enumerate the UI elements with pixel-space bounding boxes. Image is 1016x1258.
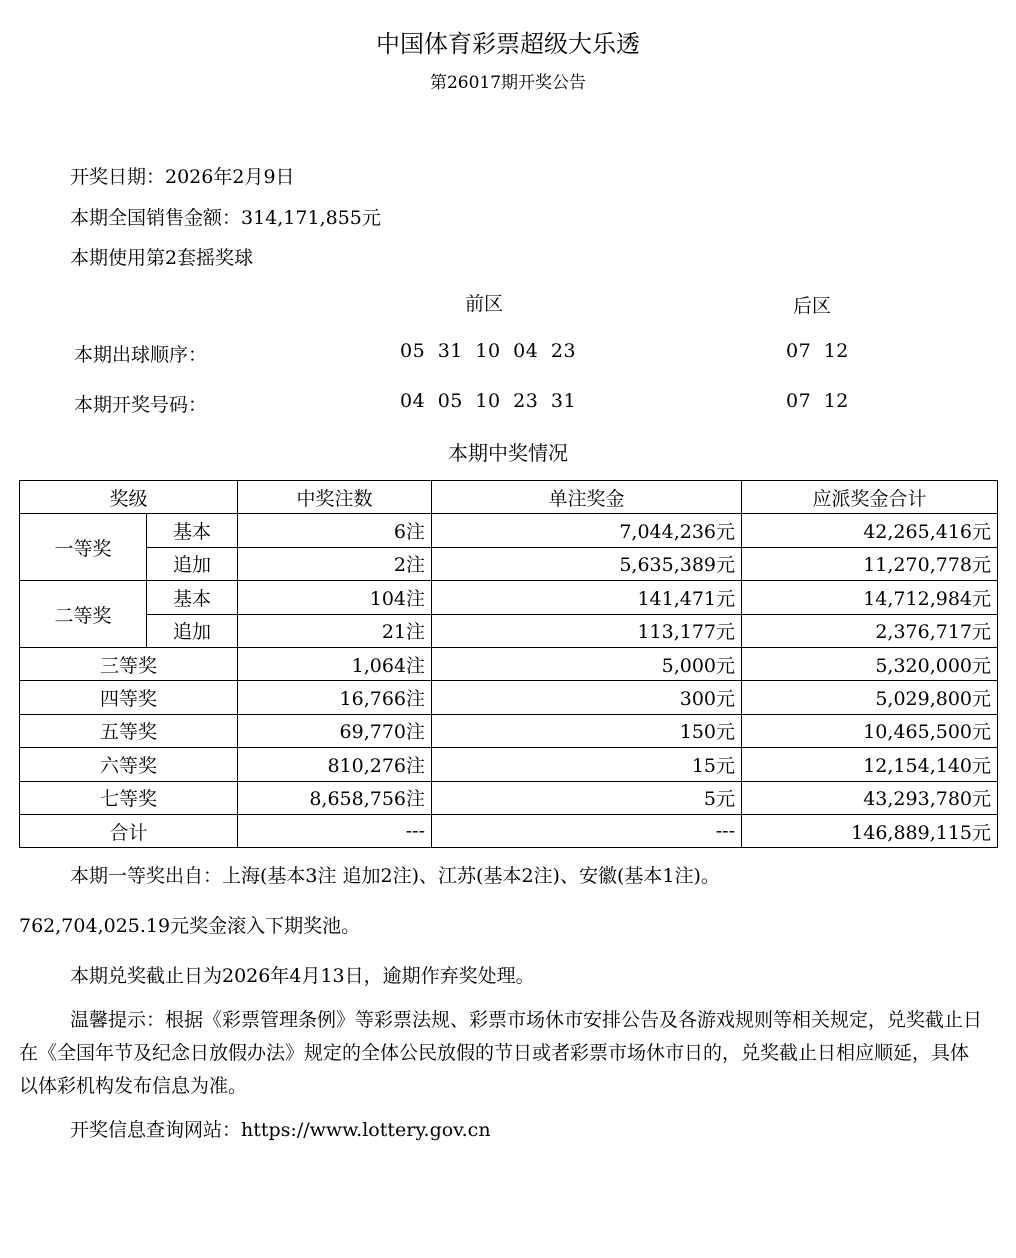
first-prize-origin: 本期一等奖出自：上海(基本3注 追加2注)、江苏(基本2注)、安徽(基本1注)。 — [70, 865, 720, 887]
prize-level: 六等奖 — [20, 748, 238, 781]
prize-type: 追加 — [147, 614, 238, 647]
prize-level: 三等奖 — [20, 647, 238, 680]
prize-amount: 300元 — [432, 681, 742, 714]
prize-amount: 141,471元 — [432, 581, 742, 614]
table-row — [20, 681, 998, 714]
draw-date: 开奖日期：2026年2月9日 — [70, 166, 295, 188]
winner-count: 1,064注 — [238, 647, 432, 680]
winning-numbers-front: 04 05 10 23 31 — [400, 390, 577, 412]
prize-amount: 5,000元 — [432, 647, 742, 680]
prize-total: 14,712,984元 — [742, 581, 998, 614]
prize-type: 基本 — [147, 581, 238, 614]
table-row — [20, 714, 998, 747]
winner-count: 810,276注 — [238, 748, 432, 781]
back-zone-label: 后区 — [793, 295, 832, 317]
prize-total: 42,265,416元 — [742, 514, 998, 547]
header-count: 中奖注数 — [238, 481, 432, 514]
sales-amount: 本期全国销售金额：314,171,855元 — [70, 207, 381, 229]
page-title: 中国体育彩票超级大乐透 — [376, 30, 640, 58]
prize-level: 七等奖 — [20, 781, 238, 814]
prize-total: 2,376,717元 — [742, 614, 998, 647]
total-label: 合计 — [20, 814, 238, 847]
prize-table — [19, 480, 998, 848]
winner-count: 69,770注 — [238, 714, 432, 747]
prize-heading: 本期中奖情况 — [448, 441, 568, 465]
header-total: 应派奖金合计 — [742, 481, 998, 514]
prize-amount: 5,635,389元 — [432, 547, 742, 580]
prize-amount: 7,044,236元 — [432, 514, 742, 547]
prize-amount: 150元 — [432, 714, 742, 747]
prize-total: 11,270,778元 — [742, 547, 998, 580]
claim-deadline: 本期兑奖截止日为2026年4月13日，逾期作弃奖处理。 — [70, 965, 535, 987]
draw-order-label: 本期出球顺序： — [74, 344, 208, 366]
winning-numbers-label: 本期开奖号码： — [74, 394, 208, 416]
header-amount: 单注奖金 — [432, 481, 742, 514]
winner-count: 16,766注 — [238, 681, 432, 714]
table-row — [20, 781, 998, 814]
prize-level: 二等奖 — [20, 581, 147, 648]
prize-level: 一等奖 — [20, 514, 147, 581]
prize-total: 12,154,140元 — [742, 748, 998, 781]
table-total-row — [20, 814, 998, 847]
prize-total: 5,029,800元 — [742, 681, 998, 714]
lottery-website: 开奖信息查询网站：https://www.lottery.gov.cn — [70, 1119, 491, 1141]
total-amount: --- — [432, 814, 742, 847]
table-header-row — [20, 481, 998, 514]
prize-level: 五等奖 — [20, 714, 238, 747]
reminder-paragraph: 温馨提示：根据《彩票管理条例》等彩票法规、彩票市场休市安排公告及各游戏规则等相关规定，兑奖截止日在《全国年节及纪念日放假办法》规定的全体公民放假的节日或者彩票市场休市日的，兑奖截止日相应顺延，具体以体彩机构发布信息为准。 — [19, 1009, 983, 1097]
total-count: --- — [238, 814, 432, 847]
table-row — [20, 647, 998, 680]
front-zone-label: 前区 — [465, 293, 504, 315]
winner-count: 2注 — [238, 547, 432, 580]
page-subtitle: 第26017期开奖公告 — [429, 73, 587, 93]
grand-total: 146,889,115元 — [742, 814, 998, 847]
header-level: 奖级 — [20, 481, 238, 514]
table-row — [20, 514, 998, 547]
winner-count: 8,658,756注 — [238, 781, 432, 814]
prize-total: 43,293,780元 — [742, 781, 998, 814]
prize-type: 追加 — [147, 547, 238, 580]
prize-total: 5,320,000元 — [742, 647, 998, 680]
prize-level: 四等奖 — [20, 681, 238, 714]
winner-count: 21注 — [238, 614, 432, 647]
table-row — [20, 581, 998, 614]
prize-total: 10,465,500元 — [742, 714, 998, 747]
table-row — [20, 748, 998, 781]
draw-order-front: 05 31 10 04 23 — [400, 340, 577, 362]
prize-amount: 5元 — [432, 781, 742, 814]
winner-count: 104注 — [238, 581, 432, 614]
table-row — [20, 614, 998, 647]
prize-type: 基本 — [147, 514, 238, 547]
table-row — [20, 547, 998, 580]
winner-count: 6注 — [238, 514, 432, 547]
prize-amount: 113,177元 — [432, 614, 742, 647]
prize-amount: 15元 — [432, 748, 742, 781]
winning-numbers-back: 07 12 — [786, 390, 849, 412]
ball-set: 本期使用第2套摇奖球 — [70, 247, 254, 269]
draw-order-back: 07 12 — [786, 340, 849, 362]
jackpot-rollover: 762,704,025.19元奖金滚入下期奖池。 — [19, 915, 361, 937]
